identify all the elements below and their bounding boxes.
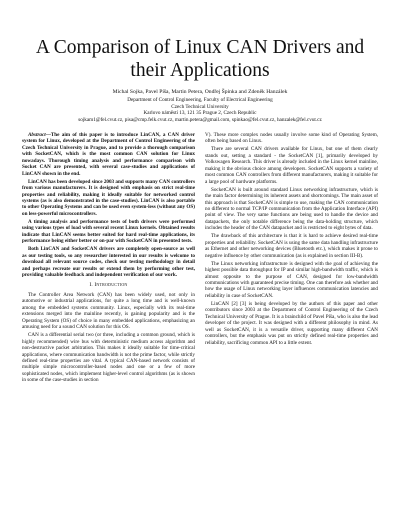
body-paragraph: CAN is a differential serial two (or three, including a common ground, which is highly recommended) wire bus with deterministic medium access algorithm and non-destructive packet arbitration. This makes it ideally suitable for time-critical applications, where communication bandwidth is not the prime factor, while strictly defined real-time properties are vital. A typical CAN-based network consists of multiple simple microcontroller-based nodes and one or a few of more sophisticated nodes, which implement higher-level control algorithms (as is shown in some of the case-studies in section bbox=[22, 332, 195, 384]
abstract-paragraph: LinCAN has been developed since 2003 and supports many CAN controllers from various manufacturers. It is designed with emphasis on strict real-time properties and reliability, making it ideally suitable for networked control systems (as is also demonstrated in the case-studies). LinCAN is also portable to other Operating Systems and can be used even system-less (without any OS) on less-powerful microcontrollers. bbox=[22, 178, 195, 217]
abstract-text: —The aim of this paper is to introduce LinCAN, a CAN driver system for Linux, developed at the Department of Control Engineering of the Czech Technical University in Prague, and to provide a thorough comparison with SocketCAN, which is the most common CAN solution for Linux nowadays. Thorough timing analysis and performance comparison with Socket CAN are presented, with several case-studies and applications of LinCAN shown in the end. bbox=[22, 132, 195, 177]
author-list: Michal Sojka, Pavel Píša, Martin Petera, Ondřej Špinka and Zdeněk Hanzálek bbox=[112, 89, 288, 95]
affiliation-line: Karlovo náměstí 13, 121 35 Prague 2, Czech Republic bbox=[143, 110, 257, 116]
body-paragraph: V). These more complex nodes usually involve some kind of Operating System, often being based on Linux. bbox=[205, 132, 378, 145]
email-list: sojkam1@fel.cvut.cz, pisa@cmp.felk.cvut.cz, martin.petera@gmail.com, spinkao@fel.cvut.cz, hanzalek@fel.cvut.cz bbox=[78, 116, 322, 123]
paper-title: A Comparison of Linux CAN Drivers and their Applications bbox=[35, 37, 365, 81]
abstract bbox=[22, 132, 195, 278]
abstract-paragraph bbox=[22, 132, 195, 177]
abstract-paragraph: Both LinCAN and SocketCAN drivers are completely open-source as well as our testing tools, so any researcher interested in our results is welcome to download all relevant source codes, check our testing methodology in detail and perhaps recreate our results or extend them by performing other test, providing valuable feedback and independent verification of our work. bbox=[22, 246, 195, 279]
body-paragraph: LinCAN [2] [3] is being developed by the authors of this paper and other contributors since 2003 at the Department of Control Engineering of the Czech Technical University of Prague. It is a brainchild of Pavel Píša, who is also the lead developer of the project. It was designed with a different philosophy in mind. As well as SocketCAN, it is a versatile driver, supporting many different CAN controllers, but the emphasis was put on strictly defined real-time properties and reliability, sacrificing common API to a little extent. bbox=[205, 300, 378, 346]
body-paragraph: SocketCAN is built around standard Linux networking infrastructure, which is the main factor determining its inherent assets and shortcomings. The main asset of this approach is that SocketCAN is simple to use, making the CAN communication no different to normal TCP/IP communication from the Application Interface (API) point of view. The very same functions are being used to handle the device and datapackets, the only notable difference being the data-holding structure, which includes the header of the CAN datapacket and is restricted to eight bytes of data. bbox=[205, 186, 378, 232]
two-column-body bbox=[22, 132, 378, 385]
body-paragraph: There are several CAN drivers available for Linux, but one of them clearly stands out, setting a standard - the SocketCAN [1], primarily developed by Volkswagen Research. This driver is already included in the Linux kernel mainline, making it the obvious choice among developers. SocketCAN supports a variety of most common CAN controllers from different manufacturers, making it suitable for a large pool of hardware platforms. bbox=[205, 146, 378, 185]
section-heading-introduction: I. Introduction bbox=[89, 282, 128, 289]
left-column bbox=[22, 132, 195, 385]
body-paragraph: The Linux networking infrastructure is designed with the goal of achieving the highest possible data throughput for IP and similar high-bandwidth traffic, which is almost opposite to the purpose of CAN, designed for low-bandwidth communications with guaranteed precise timing. One can therefore ask whether and how the usage of Linux networking layer influences communication latencies and reliability in case of SocketCAN. bbox=[205, 260, 378, 299]
right-column bbox=[205, 132, 378, 385]
abstract-paragraph: A timing analysis and performance tests of both drivers were performed using various types of load with several recent Linux kernels. Obtained results indicate that LinCAN seems better suited for hard real-time applications, its performance being either better or on-par with SocketCAN in presented tests. bbox=[22, 218, 195, 245]
abstract-label: Abstract bbox=[28, 132, 46, 138]
affiliation-line: Department of Control Engineering, Faculty of Electrical Engineering bbox=[127, 97, 273, 103]
front-matter bbox=[22, 89, 378, 123]
body-paragraph: The drawback of this architecture is that it is hard to achieve desired real-time properties and reliability. SocketCAN is using the same data handling infrastructure as Ethernet and other networking devices (Bluetooth etc.), which makes it prone to negative influence by other communication (as is explained in section III-B). bbox=[205, 233, 378, 259]
affiliation-line: Czech Technical University bbox=[171, 103, 229, 110]
body-paragraph: The Controller Area Network (CAN) has been widely used, not only in automotive or industrial applications, for quite a long time and is well-known among the embedded systems community. Linux, especially with its real-time extensions merged into the mainline recently, is gaining popularity and is the Operating System (OS) of choice in many embedded applications, emphasizing an amusing need for a sound CAN solution for this OS. bbox=[22, 291, 195, 331]
